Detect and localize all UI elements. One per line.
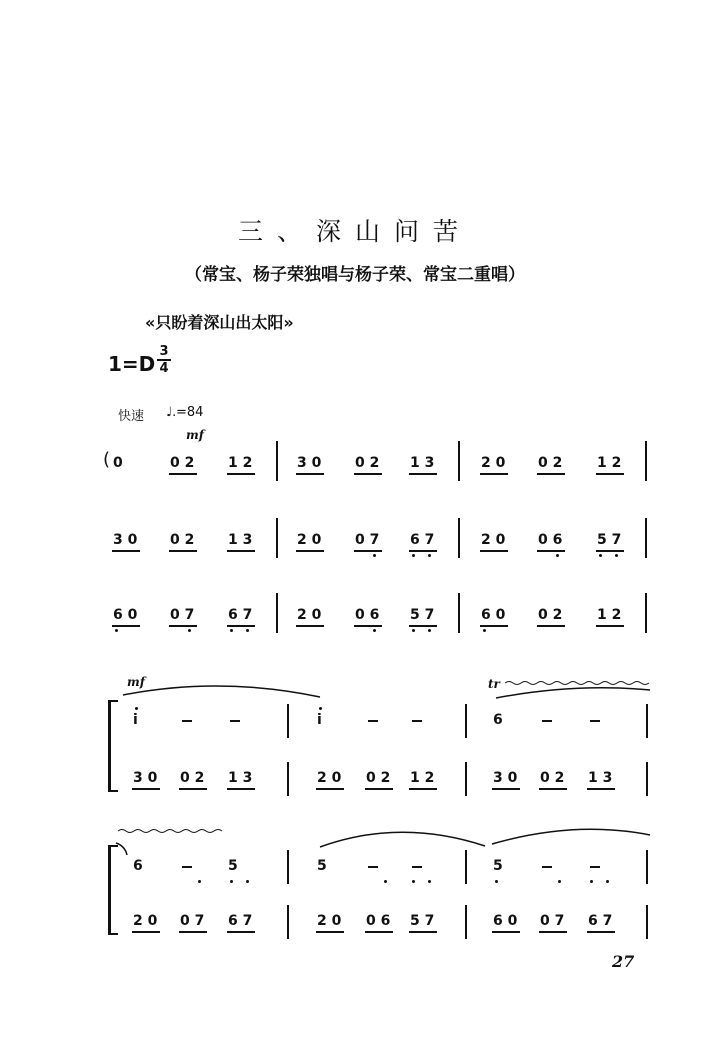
tempo-bpm: =84 (176, 405, 204, 420)
intro-row-2-low-dot (556, 554, 559, 557)
system2-brace-bottom (108, 933, 118, 935)
system1-accomp-note: 2 0 (317, 770, 342, 786)
intro-row-3-beam (409, 625, 437, 627)
system1-voice-dash (368, 720, 378, 722)
system2-voice-dash (368, 866, 378, 868)
tempo-note-symbol: ♩. (166, 405, 177, 420)
system2-voice-note: 6 (133, 858, 143, 874)
intro-row-1-beam (227, 473, 255, 475)
intro-row-3-beam (112, 625, 140, 627)
system2-accomp-beam (492, 931, 520, 933)
system2-voice-low-dot (412, 880, 415, 883)
system1-voice-high-dot (135, 707, 138, 710)
system2-accomp-note: 0 7 (180, 913, 205, 929)
intro-row-2-note: 0 2 (170, 532, 195, 548)
intro-row-1-note: 0 2 (538, 455, 563, 471)
system2-accomp-note: 0 7 (540, 913, 565, 929)
slur-voice-5 (492, 829, 650, 844)
system2-voice-barline (465, 850, 467, 884)
intro-row-1-note: 0 2 (355, 455, 380, 471)
intro-row-3-beam (227, 625, 255, 627)
system1-accomp-beam (316, 788, 344, 790)
slur-voice-2 (496, 688, 650, 698)
system1-accomp-beam (539, 788, 567, 790)
intro-row-2-beam (112, 550, 140, 552)
intro-row-3-beam (480, 625, 508, 627)
system1-accomp-note: 1 3 (228, 770, 253, 786)
system2-voice-barline (646, 850, 648, 884)
intro-row-3-low-dot (412, 629, 415, 632)
system2-accomp-beam (316, 931, 344, 933)
system2-voice-barline (287, 850, 289, 884)
intro-row-1-beam (537, 473, 565, 475)
intro-row-2-barline (645, 518, 647, 558)
intro-row-3-beam (596, 625, 624, 627)
system1-accomp-note: 0 2 (366, 770, 391, 786)
system2-voice-dash (590, 866, 600, 868)
system1-accomp-beam (179, 788, 207, 790)
system2-accomp-beam (132, 931, 160, 933)
intro-row-1-note: 3 0 (297, 455, 322, 471)
system1-accomp-note: 1 2 (410, 770, 435, 786)
system2-voice-low-dot (384, 880, 387, 883)
system1-voice-dash (590, 720, 600, 722)
intro-row-3-beam (354, 625, 382, 627)
system2-accomp-beam (365, 931, 393, 933)
system2-accomp-beam (587, 931, 615, 933)
intro-row-2-low-dot (412, 554, 415, 557)
intro-row-3-beam (537, 625, 565, 627)
intro-row-1-note: 2 0 (481, 455, 506, 471)
intro-row-1-beam (354, 473, 382, 475)
intro-row-2-note: 2 0 (297, 532, 322, 548)
intro-row-3-low-dot (246, 629, 249, 632)
system1-voice-barline (646, 704, 648, 738)
system2-accomp-barline (465, 905, 467, 939)
system2-accomp-note: 5 7 (410, 913, 435, 929)
system1-accomp-beam (365, 788, 393, 790)
system2-accomp-note: 6 0 (493, 913, 518, 929)
system1-accomp-beam (587, 788, 615, 790)
time-numerator: 3 (159, 344, 169, 359)
system1-voice-dash (230, 720, 240, 722)
intro-row-3-note: 0 2 (538, 607, 563, 623)
intro-row-1-note: 1 3 (410, 455, 435, 471)
intro-row-3-beam (296, 625, 324, 627)
system1-voice-dash (542, 720, 552, 722)
system2-voice-low-dot (558, 880, 561, 883)
intro-row-3-low-dot (483, 629, 486, 632)
intro-row-3-note: 0 6 (355, 607, 380, 623)
intro-row-2-note: 1 3 (228, 532, 253, 548)
intro-row-1-beam (596, 473, 624, 475)
system1-accomp-note: 1 3 (588, 770, 613, 786)
intro-row-3-low-dot (188, 629, 191, 632)
intro-row-3-beam (169, 625, 197, 627)
system2-accomp-note: 6 7 (228, 913, 253, 929)
system1-accomp-barline (465, 762, 467, 796)
page-number: 27 (612, 952, 635, 971)
page-title: 三、深山问苦 (237, 217, 472, 246)
intro-row-2-barline (458, 518, 460, 558)
system2-voice-note: 5 (493, 858, 503, 874)
system1-accomp-barline (287, 762, 289, 796)
intro-row-2-beam (227, 550, 255, 552)
system1-voice-barline (287, 704, 289, 738)
intro-row-3-note: 6 0 (481, 607, 506, 623)
system2-voice-dash (412, 866, 422, 868)
system1-accomp-note: 0 2 (180, 770, 205, 786)
system1-accomp-note: 3 0 (133, 770, 158, 786)
intro-row-2-beam (354, 550, 382, 552)
system2-voice-dash (542, 866, 552, 868)
system1-accomp-beam (132, 788, 160, 790)
intro-row-2-beam (296, 550, 324, 552)
system1-voice-high-dot (319, 707, 322, 710)
intro-row-1-beam (409, 473, 437, 475)
trill-wave-1 (505, 682, 649, 685)
system2-voice-low-dot (246, 880, 249, 883)
intro-row-1-note: 0 (113, 455, 123, 471)
intro-row-3-note: 2 0 (297, 607, 322, 623)
intro-row-2-note: 3 0 (113, 532, 138, 548)
intro-row-3-low-dot (115, 629, 118, 632)
intro-row-2-note: 5 7 (597, 532, 622, 548)
system1-brace (108, 700, 111, 792)
trill-wave-2 (118, 830, 222, 833)
system2-accomp-note: 2 0 (133, 913, 158, 929)
system1-brace-top (108, 700, 118, 702)
intro-row-1-beam (169, 473, 197, 475)
system2-voice-low-dot (590, 880, 593, 883)
system1-accomp-beam (492, 788, 520, 790)
system1-accomp-note: 0 2 (540, 770, 565, 786)
slur-voice-4 (320, 832, 485, 847)
system1-accomp-note: 3 0 (493, 770, 518, 786)
intro-row-3-low-dot (230, 629, 233, 632)
system1-voice-note: 6 (493, 712, 503, 728)
intro-row-2-beam (480, 550, 508, 552)
intro-row-1-note: 1 2 (597, 455, 622, 471)
intro-row-3-low-dot (428, 629, 431, 632)
tempo-marking: 快速 (118, 409, 145, 424)
system2-accomp-note: 0 6 (366, 913, 391, 929)
intro-row-2-note: 6 7 (410, 532, 435, 548)
intro-row-3-barline (458, 593, 460, 633)
system2-accomp-barline (646, 905, 648, 939)
system2-accomp-beam (227, 931, 255, 933)
intro-row-2-low-dot (615, 554, 618, 557)
system1-voice-note: i (317, 712, 322, 728)
intro-row-2-beam (537, 550, 565, 552)
system1-accomp-barline (646, 762, 648, 796)
dynamic-mf-intro: mf (186, 428, 204, 442)
system1-brace-bottom (108, 790, 118, 792)
intro-row-3-note: 1 2 (597, 607, 622, 623)
intro-row-3-low-dot (373, 629, 376, 632)
system1-accomp-beam (227, 788, 255, 790)
intro-row-3-barline (276, 593, 278, 633)
system2-brace-top (108, 845, 118, 847)
system2-voice-low-dot (230, 880, 233, 883)
system2-voice-low-dot (428, 880, 431, 883)
system2-accomp-note: 2 0 (317, 913, 342, 929)
time-denominator: 4 (159, 361, 169, 376)
system2-voice-note: 5 (228, 858, 238, 874)
system1-voice-dash (412, 720, 422, 722)
intro-row-1-barline (276, 441, 278, 481)
system1-accomp-beam (409, 788, 437, 790)
intro-row-2-beam (596, 550, 624, 552)
system1-voice-note: i (133, 712, 138, 728)
system2-accomp-note: 6 7 (588, 913, 613, 929)
intro-row-3-note: 6 0 (113, 607, 138, 623)
intro-parenthesis: ( (103, 449, 111, 470)
trill-mark: tr (488, 677, 500, 691)
system2-voice-note: 5 (317, 858, 327, 874)
song-name: «只盼着深山出太阳» (145, 313, 294, 332)
intro-row-2-low-dot (599, 554, 602, 557)
intro-row-2-low-dot (428, 554, 431, 557)
intro-row-3-barline (645, 593, 647, 633)
intro-row-1-note: 1 2 (228, 455, 253, 471)
system2-voice-low-dot (198, 880, 201, 883)
intro-row-3-note: 6 7 (228, 607, 253, 623)
intro-row-3-note: 0 7 (170, 607, 195, 623)
intro-row-1-beam (296, 473, 324, 475)
intro-row-2-beam (169, 550, 197, 552)
system2-accomp-beam (179, 931, 207, 933)
intro-row-1-barline (645, 441, 647, 481)
system2-voice-low-dot (495, 880, 498, 883)
intro-row-2-note: 2 0 (481, 532, 506, 548)
intro-row-2-beam (409, 550, 437, 552)
subtitle: （常宝、杨子荣独唱与杨子荣、常宝二重唱） (185, 265, 525, 285)
intro-row-2-low-dot (373, 554, 376, 557)
dynamic-mf-voice: mf (127, 675, 145, 689)
system2-accomp-barline (287, 905, 289, 939)
key-signature: 1=D (108, 352, 156, 376)
intro-row-1-note: 0 2 (170, 455, 195, 471)
system2-voice-low-dot (606, 880, 609, 883)
slur-voice-1 (123, 686, 320, 697)
intro-row-2-note: 0 6 (538, 532, 563, 548)
system2-voice-dash (182, 866, 192, 868)
intro-row-2-note: 0 7 (355, 532, 380, 548)
system2-accomp-beam (539, 931, 567, 933)
system1-voice-barline (465, 704, 467, 738)
system2-accomp-beam (409, 931, 437, 933)
system2-brace (108, 845, 111, 935)
intro-row-2-barline (276, 518, 278, 558)
intro-row-1-barline (458, 441, 460, 481)
system1-voice-dash (182, 720, 192, 722)
intro-row-1-beam (480, 473, 508, 475)
intro-row-3-note: 5 7 (410, 607, 435, 623)
